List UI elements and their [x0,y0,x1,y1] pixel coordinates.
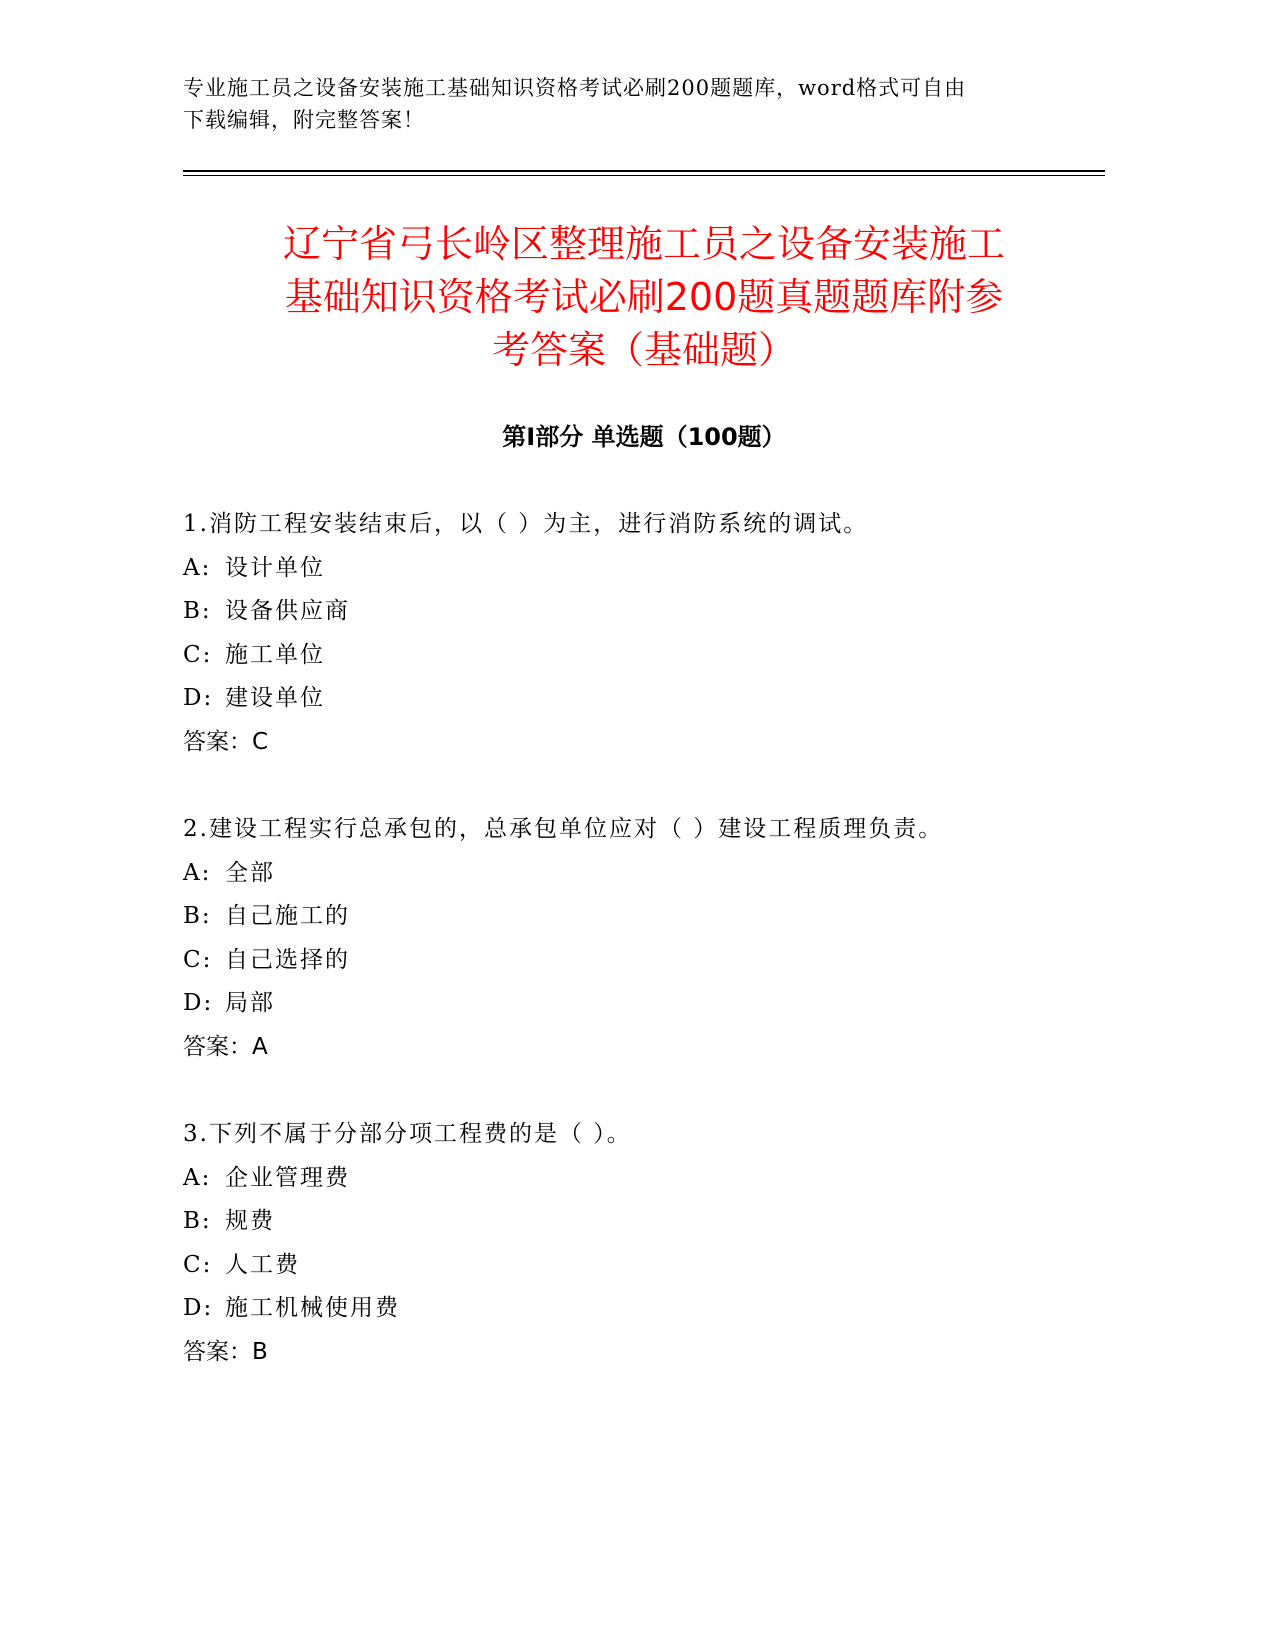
option-text: 施工机械使用费 [225,1295,400,1321]
option-key: A: [183,554,212,581]
question-1 [183,503,1083,764]
option-b [183,590,1083,634]
option-a [183,1157,1083,1201]
option-text: 局部 [225,990,275,1016]
question-stem: 1.消防工程安装结束后，以（ ）为主，进行消防系统的调试。 [183,511,869,537]
option-a [183,852,1083,896]
option-key: C: [183,641,213,668]
option-text: 设备供应商 [225,598,350,624]
question-stem: 3.下列不属于分部分项工程费的是（ ）。 [183,1121,632,1147]
option-text: 自己选择的 [225,946,350,973]
option-key: B: [183,1208,212,1234]
option-c [183,1244,1083,1288]
option-a [183,547,1083,591]
question-3 [183,1113,1083,1374]
option-text: 规费 [225,1208,275,1234]
option-key: B: [183,903,212,929]
document-title-line-3: 考答案（基础题） [491,328,796,372]
option-text: 人工费 [225,1251,300,1278]
option-key: D: [183,685,214,711]
option-key: A: [183,1164,212,1191]
document-title-line-1: 辽宁省弓长岭区整理施工员之设备安装施工 [282,222,1005,266]
question-stem: 2.建设工程实行总承包的，总承包单位应对（ ）建设工程质理负责。 [183,816,944,842]
option-text: 建设单位 [225,685,325,711]
answer: 答案：B [183,1338,268,1365]
document-title-line-2: 基础知识资格考试必刷200题真题题库附参 [284,275,1004,319]
header-note [183,72,1063,136]
header-divider-thin [183,175,1105,176]
option-key: B: [183,598,212,624]
option-text: 设计单位 [225,554,325,581]
option-c [183,939,1083,983]
option-key: A: [183,859,212,886]
option-d [183,1287,1083,1331]
option-b [183,1200,1083,1244]
answer: 答案：A [183,1033,268,1060]
section-title: 第Ⅰ部分 单选题（100题） [502,423,786,451]
option-key: C: [183,1251,213,1278]
option-key: D: [183,1295,214,1321]
option-text: 全部 [225,859,275,886]
option-key: D: [183,990,214,1016]
document-title [183,218,1105,377]
option-d [183,677,1083,721]
answer: 答案：C [183,728,269,755]
option-text: 企业管理费 [225,1164,350,1191]
option-d [183,982,1083,1026]
question-2 [183,808,1083,1069]
option-text: 自己施工的 [225,903,350,929]
option-text: 施工单位 [225,641,325,668]
header-note-line-1: 专业施工员之设备安装施工基础知识资格考试必刷200题题库，word格式可自由 [183,76,967,100]
header-divider-thick [183,170,1105,172]
header-note-line-2: 下载编辑，附完整答案！ [183,108,425,132]
option-b [183,895,1083,939]
option-key: C: [183,946,213,973]
option-c [183,634,1083,678]
